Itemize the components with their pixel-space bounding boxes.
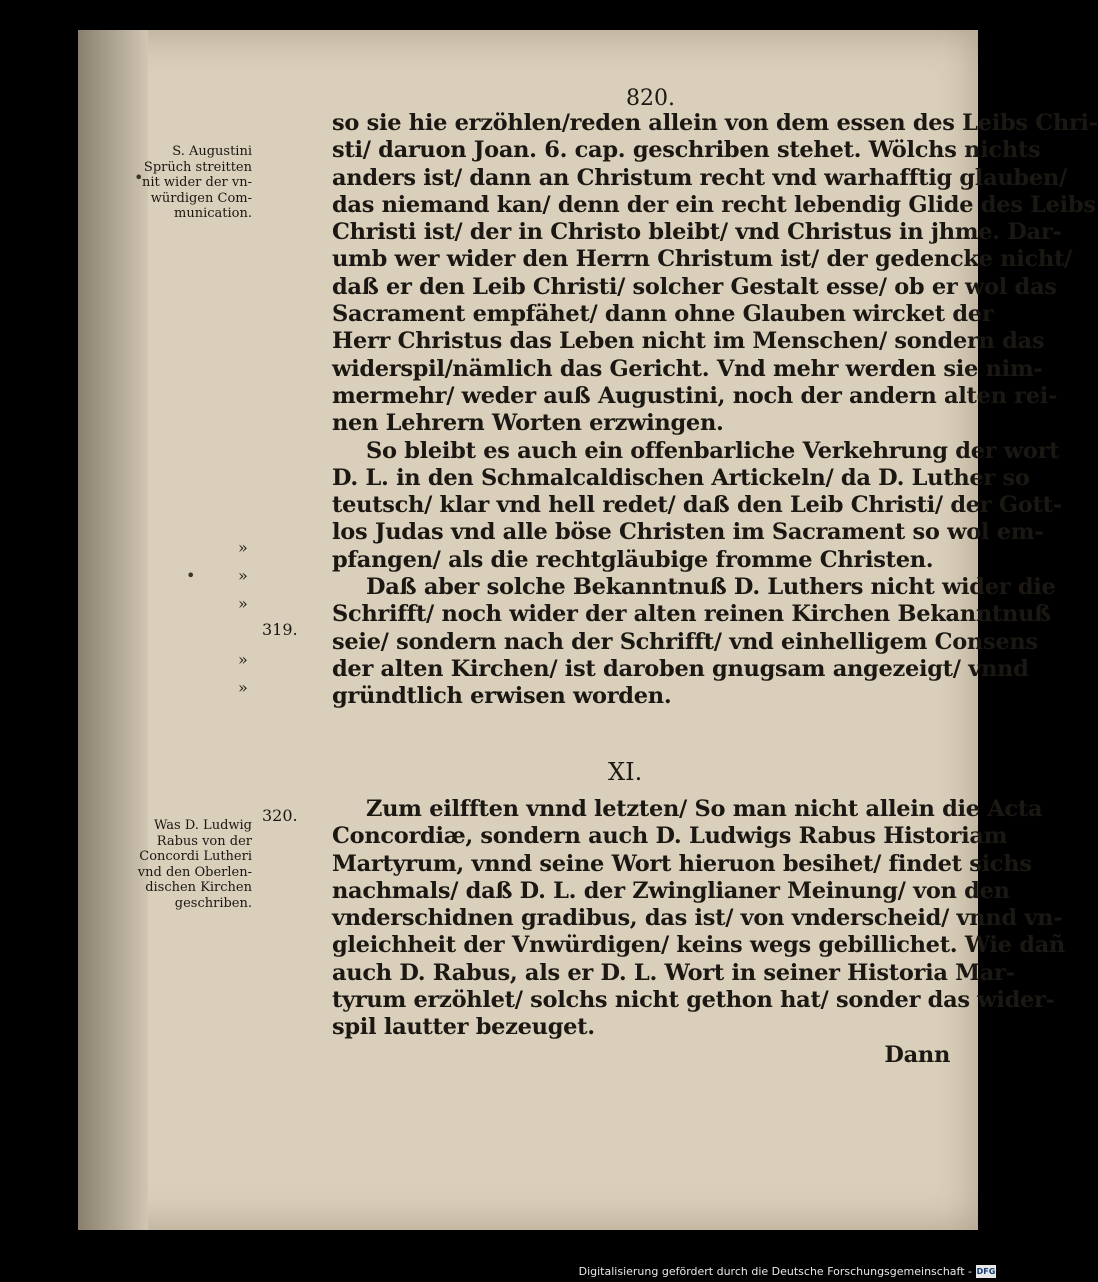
text-line: Schrifft/ noch wider der alten reinen Kirchen Bekanntnuß: [332, 601, 1051, 628]
text-line: Sacrament empfähet/ dann ohne Glauben wircket der: [332, 301, 994, 328]
catchword: Dann: [884, 1041, 950, 1068]
margin-note-line: geschriben.: [174, 895, 252, 911]
margin-note-line: munication.: [174, 206, 252, 221]
text-line: spil lautter bezeuget.: [332, 1014, 595, 1041]
quote-mark: »: [238, 594, 248, 613]
footer-bar: [0, 1262, 1000, 1282]
text-line: das niemand kan/ denn der ein recht lebendig Glide des Leibs: [332, 191, 1096, 218]
margin-note-line: Sprüch streitten: [143, 159, 252, 175]
text-line: tyrum erzöhlet/ solchs nicht gethon hat/ sonder das wider-: [332, 987, 1055, 1014]
text-line: daß er den Leib Christi/ solcher Gestalt esse/ ob er wol das: [332, 273, 1057, 300]
body-text-block-1: [332, 110, 1098, 711]
text-line: Daß aber solche Bekanntnuß D. Luthers nicht wider die: [366, 574, 1056, 601]
text-line: Christi ist/ der in Christo bleibt/ vnd Christus in jhme. Dar-: [332, 219, 1062, 246]
text-line: Herr Christus das Leben nicht im Menschen/ sondern das: [332, 328, 1045, 355]
margin-note-line: Was D. Ludwig: [154, 818, 252, 833]
text-line: Martyrum, vnnd seine Wort hieruon besihet/ findet sichs: [332, 850, 1032, 877]
text-line: gründtlich erwisen worden.: [332, 683, 672, 710]
text-line: der alten Kirchen/ ist daroben gnugsam angezeigt/ vnnd: [332, 655, 1029, 682]
text-line: Concordiæ, sondern auch D. Ludwigs Rabus Historiam: [332, 823, 1008, 850]
margin-note-line: dischen Kirchen: [145, 880, 252, 895]
text-line: Zum eilfften vnnd letzten/ So man nicht allein die Acta: [366, 796, 1043, 822]
margin-number-319: 319.: [262, 620, 298, 639]
dfg-logo: DFG: [976, 1267, 996, 1276]
text-line: auch D. Rabus, als er D. L. Wort in seiner Historia Mar-: [332, 959, 1015, 986]
margin-number-320: 320.: [262, 806, 298, 825]
margin-dot: •: [134, 168, 144, 187]
margin-note-line: vnd den Oberlen-: [137, 864, 252, 880]
margin-note-line: würdigen Com-: [150, 190, 252, 206]
text-line: sti/ daruon Joan. 6. cap. geschriben stehet. Wölchs nichts: [332, 137, 1041, 164]
text-line: teutsch/ klar vnd hell redet/ daß den Leib Christi/ der Gott-: [332, 492, 1062, 519]
quote-mark: »: [238, 650, 248, 669]
text-line: gleichheit der Vnwürdigen/ keins wegs gebillichet. Wie dañ: [332, 932, 1065, 959]
margin-note-augustini: [92, 144, 252, 222]
text-line: so sie hie erzöhlen/reden allein von dem essen des Leibs Chri-: [332, 110, 1098, 136]
text-line: widerspil/nämlich das Gericht. Vnd mehr werden sie nim-: [332, 355, 1043, 382]
margin-note-line: Rabus von der: [156, 833, 252, 849]
margin-note-line: S. Augustini: [172, 144, 252, 159]
text-line: vnderschidnen gradibus, das ist/ von vnderscheid/ vnnd vn-: [332, 905, 1063, 932]
text-line: So bleibt es auch ein offenbarliche Verkehrung der wort: [366, 437, 1060, 464]
text-line: los Judas vnd alle böse Christen im Sacrament so wol em-: [332, 519, 1044, 546]
footer-credit: Digitalisierung gefördert durch die Deutsche Forschungsgemeinschaft -: [578, 1265, 972, 1278]
body-text-block-2: [332, 796, 1065, 1069]
quote-mark: »: [238, 538, 248, 557]
text-line: seie/ sondern nach der Schrifft/ vnd einhelligem Consens: [332, 628, 1038, 655]
quote-mark: »: [238, 566, 248, 585]
text-line: pfangen/ als die rechtgläubige fromme Christen.: [332, 546, 934, 573]
text-line: D. L. in den Schmalcaldischen Artickeln/ da D. Luther so: [332, 464, 1030, 491]
text-line: nen Lehrern Worten erzwingen.: [332, 410, 724, 437]
margin-note-line: Concordi Lutheri: [139, 849, 252, 864]
text-line: umb wer wider den Herrn Christum ist/ der gedencke nicht/: [332, 246, 1072, 273]
margin-note-rabus: [92, 818, 252, 911]
text-line: mermehr/ weder auß Augustini, noch der andern alten rei-: [332, 382, 1058, 409]
margin-note-line: nit wider der vn-: [141, 175, 252, 190]
text-line: anders ist/ dann an Christum recht vnd warhafftig glauben/: [332, 164, 1067, 191]
margin-dot: •: [186, 566, 196, 585]
page-number: 820.: [626, 86, 675, 111]
text-line: nachmals/ daß D. L. der Zwinglianer Meinung/ von den: [332, 877, 1010, 904]
section-heading: XI.: [608, 758, 643, 786]
quote-mark: »: [238, 678, 248, 697]
